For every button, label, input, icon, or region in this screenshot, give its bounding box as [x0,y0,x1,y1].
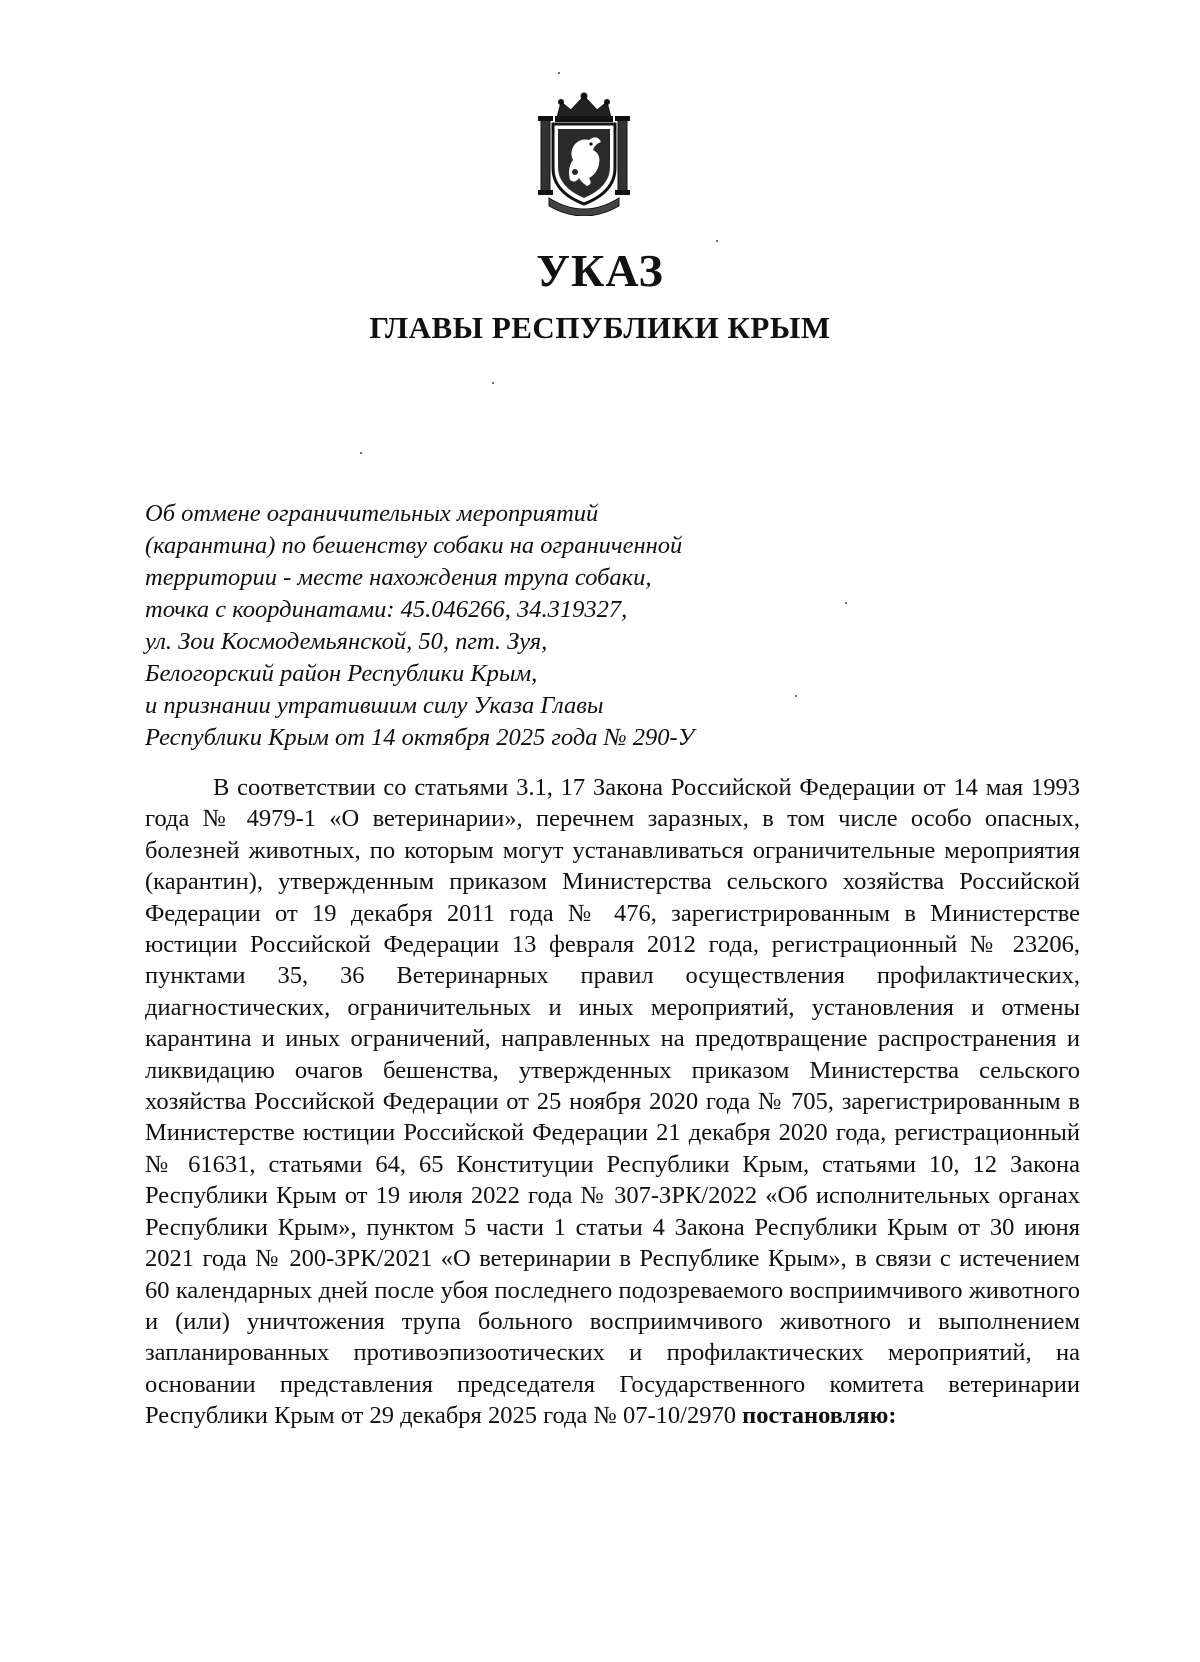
decree-body [145,772,1080,1432]
scan-speck [558,72,560,74]
document-issuer: ГЛАВЫ РЕСПУБЛИКИ КРЫМ [369,310,831,345]
scan-speck [845,602,847,604]
decree-subject: Об отмене ограничительных мероприятий (карантина) по бешенству собаки на ограниченной территории - месте нахождения трупа собаки, точка с координатами: 45.046266, 34.319327, ул. Зои Космодемьянской, 50, пгт. Зуя, Белогорский район Республики Крым, и признании утратившим силу Указа Главы Республики Крым от 14 октября 2025 года № 290-У [145,500,695,751]
document-title: УКАЗ [536,245,664,296]
scan-speck [795,695,797,697]
scan-speck [716,240,718,242]
scan-speck [492,382,494,384]
decree-body-text: В соответствии со статьями 3.1, 17 Закона Российской Федерации от 14 мая 1993 года № 4979-1 «О ветеринарии», перечнем заразных, в том числе особо опасных, болезней животных, по которым могут устанавливаться ограничительные мероприятия (карантин), утвержденным приказом Министерства сельского хозяйства Российской Федерации от 19 декабря 2011 года № 476, зарегистрированным в Министерстве юстиции Российской Федерации 13 февраля 2012 года, регистрационный № 23206, пунктами 35, 36 Ветеринарных правил осуществления профилактических, диагностических, ограничительных и иных мероприятий, установления и отмены карантина и иных ограничений, направленных на предотвращение распространения и ликвидацию очагов бешенства, утвержденных приказом Министерства сельского хозяйства Российской Федерации от 25 ноября 2020 года № 705, зарегистрированным в Министерстве юстиции Российской Федерации 21 декабря 2020 года, регистрационный № 61631, статьями 64, 65 Конституции Республики Крым, статьями 10, 12 Закона Республики Крым от 19 июля 2022 года № 307-ЗРК/2022 «Об исполнительных органах Республики Крым», пунктом 5 части 1 статьи 4 Закона Республики Крым от 30 июня 2021 года № 200-ЗРК/2021 «О ветеринарии в Республике Крым», в связи с истечением 60 календарных дней после убоя последнего подозреваемого восприимчивого животного и (или) уничтожения трупа больного восприимчивого животного и выполнением запланированных противоэпизоотических и профилактических мероприятий, на основании представления председателя Государственного комитета ветеринарии Республики Крым от 29 декабря 2025 года № 07-10/2970 [145,774,1080,1430]
crimea-coat-of-arms-icon [535,88,633,216]
decree-resolution-word: постановляю: [742,1402,897,1430]
scan-speck [360,452,362,454]
